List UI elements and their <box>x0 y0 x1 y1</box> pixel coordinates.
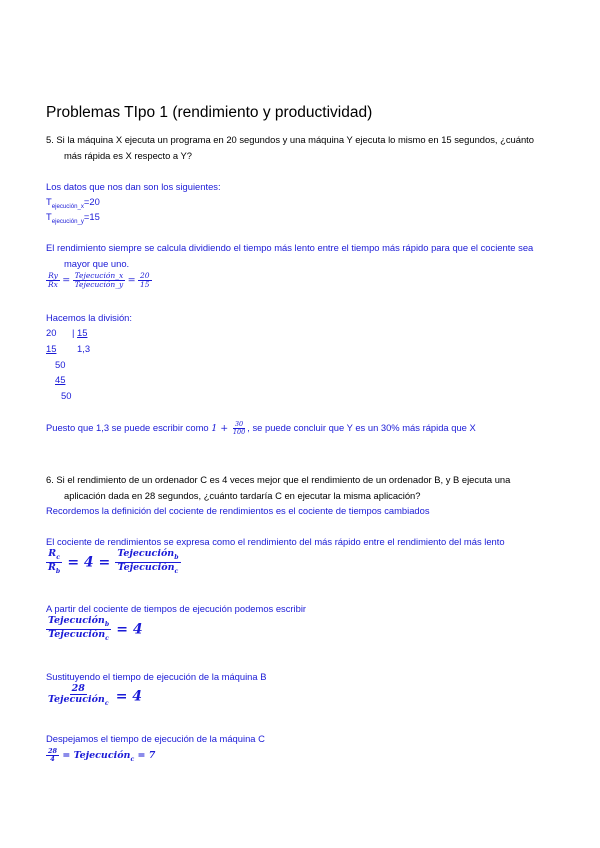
fraction-numerator: 20 <box>139 271 150 280</box>
fraction-numerator <box>46 549 62 563</box>
fraction-denominator: Rx <box>48 280 58 290</box>
equals-four: = 4 = <box>67 554 111 571</box>
subscript-b: b <box>174 553 179 561</box>
equals-sign: = <box>127 274 136 286</box>
fraction-numerator <box>46 616 111 630</box>
ty-subscript: ejecución_y <box>51 217 84 225</box>
division-dividend: 20 <box>46 327 57 338</box>
ty-value <box>46 211 100 228</box>
division-subtract-15: 15 <box>46 343 57 354</box>
fraction-denominator: 4 <box>50 755 55 764</box>
division-remainder-50b: 50 <box>61 390 72 401</box>
datos-label: Los datos que nos dan son los siguientes: <box>46 181 221 192</box>
fraction-numerator: 28 <box>48 747 58 755</box>
conclusion-line <box>46 421 476 436</box>
division-subtract-45: 45 <box>55 374 66 385</box>
subscript-c: c <box>104 700 109 708</box>
equals-four: = 4 <box>115 688 143 705</box>
fraction-28-4 <box>46 748 59 763</box>
r-symbol: R <box>48 561 56 573</box>
fraction-numerator: Tejecución_x <box>74 271 124 280</box>
tejecucion-symbol: Tejecución <box>117 548 175 559</box>
division-quotient: 1,3 <box>77 343 91 354</box>
fraction-numerator: Ry <box>48 271 58 280</box>
equals-sign: = <box>62 274 71 286</box>
page-title: Problemas TIpo 1 (rendimiento y productividad) <box>46 104 373 121</box>
equation-rc-rb <box>46 549 181 575</box>
rendimiento-line1: El rendimiento siempre se calcula dividiendo el tiempo más lento entre el tiempo más rápido para que el cociente sea <box>46 242 534 253</box>
subscript-c: c <box>130 756 135 764</box>
subscript-c: c <box>56 553 60 561</box>
fraction-tb-tc <box>115 549 180 575</box>
subscript-c: c <box>105 634 109 642</box>
equation-ry-rx <box>46 272 152 290</box>
fraction-denominator <box>46 563 62 576</box>
tejecucion-symbol: Tejecución <box>48 694 105 706</box>
fraction-tb-tc-2 <box>46 616 111 642</box>
fraction-rc-rb <box>46 549 62 575</box>
division-divisor: 15 <box>77 327 88 338</box>
fraction-denominator <box>46 695 111 708</box>
equals-seven: = 7 <box>137 750 156 762</box>
equation-result <box>46 748 155 763</box>
fraction-denominator: 100 <box>232 428 246 437</box>
a-partir-line: A partir del cociente de tiempos de ejecución podemos escribir <box>46 603 307 614</box>
fraction-numerator <box>115 549 180 563</box>
problem-5-question-line2: más rápida es X respecto a Y? <box>64 150 193 161</box>
tejecucion-symbol: Tejecución <box>48 615 105 626</box>
r-symbol: R <box>48 548 57 559</box>
subscript-c: c <box>174 567 179 575</box>
fraction-28-tc <box>46 684 111 708</box>
equation-28-tc <box>46 684 142 708</box>
division-bar: | <box>72 327 75 338</box>
tejecucion-symbol: Tejecución <box>48 628 106 640</box>
sustituyendo-line: Sustituyendo el tiempo de ejecución de la máquina B <box>46 671 267 682</box>
conclusion-text-b: , se puede concluir que Y es un 30% más rápida que X <box>247 422 476 434</box>
division-remainder-50: 50 <box>55 359 66 370</box>
equation-tb-tc <box>46 616 143 642</box>
cociente-line: El cociente de rendimientos se expresa como el rendimiento del más rápido entre el rendimiento del más lento <box>46 536 505 547</box>
tx-number: =20 <box>83 196 100 207</box>
problem-5-question-line1: 5. Si la máquina X ejecuta un programa en 20 segundos y una máquina Y ejecuta lo mismo en 15 segundos, ¿cuánto <box>46 134 534 145</box>
ty-number: =15 <box>83 211 100 222</box>
ty-symbol: T <box>46 211 52 222</box>
fraction-tx-ty <box>73 272 126 290</box>
rendimiento-line2: mayor que uno. <box>64 258 130 269</box>
fraction-denominator <box>46 630 111 643</box>
fraction-20-15 <box>138 272 152 290</box>
equals-four: = 4 <box>116 621 143 638</box>
fraction-denominator <box>116 563 181 576</box>
fraction-30-100 <box>231 421 247 436</box>
conclusion-one-plus: 1 + <box>211 423 229 435</box>
tx-symbol: T <box>46 196 52 207</box>
fraction-denominator: 15 <box>139 280 150 290</box>
equals-tejecucion: = Tejecución <box>62 750 131 762</box>
subscript-b: b <box>104 620 110 628</box>
fraction-denominator: Tejecución_y <box>74 280 124 290</box>
despejamos-line: Despejamos el tiempo de ejecución de la máquina C <box>46 733 265 744</box>
recordemos-line: Recordemos la definición del cociente de rendimientos es el cociente de tiempos cambiados <box>46 505 430 516</box>
tx-subscript: ejecución_x <box>51 202 84 210</box>
conclusion-text-a: Puesto que 1,3 se puede escribir como <box>46 422 209 434</box>
subscript-b: b <box>55 567 61 575</box>
fraction-numerator: 30 <box>234 420 244 428</box>
problem-6-question-line2: aplicación dada en 28 segundos, ¿cuánto tardaría C en ejecutar la misma aplicación? <box>64 490 421 501</box>
fraction-numerator: 28 <box>71 683 85 694</box>
tejecucion-symbol: Tejecución <box>117 561 175 573</box>
problem-6-question-line1: 6. Si el rendimiento de un ordenador C es 4 veces mejor que el rendimiento de un ordenador B, y B ejecuta una <box>46 474 511 485</box>
division-label: Hacemos la división: <box>46 312 132 323</box>
fraction-ry-rx <box>46 272 60 290</box>
